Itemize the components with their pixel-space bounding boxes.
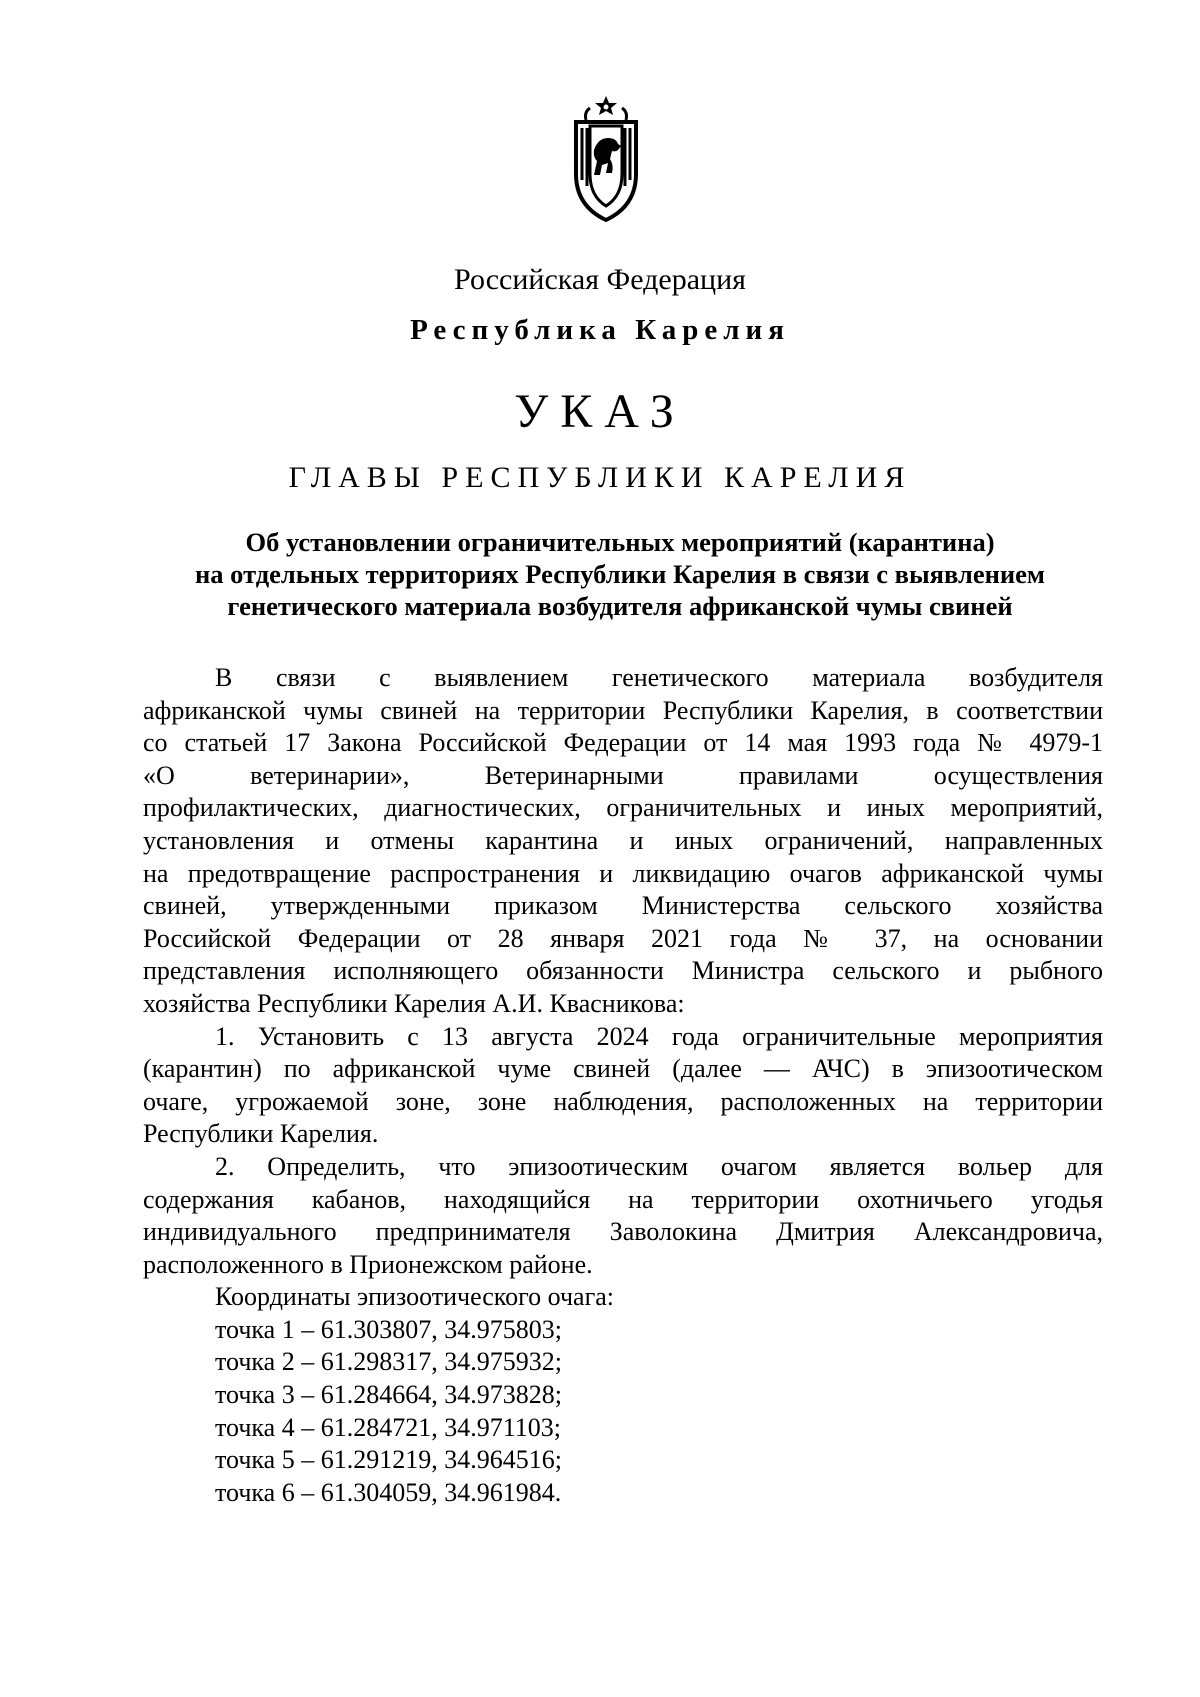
coordinate-point: точка 3 – 61.284664, 34.973828; (215, 1380, 562, 1410)
country-name: Российская Федерация (454, 263, 746, 296)
subject-line: на отдельных территориях Республики Карелия в связи с выявлением (195, 559, 1045, 589)
body-line: расположенного в Прионежском районе. (143, 1249, 593, 1279)
body-line: представления исполняющего обязанности Министра сельского и рыбного (143, 956, 1103, 986)
body-line: содержания кабанов, находящийся на территории охотничьего угодья (143, 1184, 1103, 1214)
body-line: африканской чумы свиней на территории Республики Карелия, в соответствии (143, 695, 1103, 725)
body-line: очаге, угрожаемой зоне, зоне наблюдения, расположенных на территории (143, 1086, 1103, 1116)
body-line: «О ветеринарии», Ветеринарными правилами осуществления (143, 760, 1103, 790)
body-line: свиней, утвержденными приказом Министерства сельского хозяйства (143, 891, 1103, 921)
republic-name: Республика Карелия (410, 314, 790, 346)
decree-subject (140, 526, 1100, 622)
body-line: Российской Федерации от 28 января 2021 года № 37, на основании (143, 923, 1103, 953)
body-line: на предотвращение распространения и ликвидацию очагов африканской чумы (143, 858, 1103, 888)
item-2-paragraph (143, 1151, 1103, 1281)
body-line: В связи с выявлением генетического материала возбудителя (215, 663, 1103, 692)
body-line: 2. Определить, что эпизоотическим очагом является вольер для (215, 1151, 1103, 1181)
body-line: (карантин) по африканской чуме свиней (далее — АЧС) в эпизоотическом (143, 1054, 1103, 1084)
coordinates-block (143, 1281, 1103, 1509)
body-line: индивидуального предпринимателя Заволокина Дмитрия Александровича, (143, 1217, 1103, 1247)
subject-line: генетического материала возбудителя африканской чумы свиней (227, 591, 1013, 621)
coordinate-point: точка 6 – 61.304059, 34.961984. (215, 1477, 562, 1507)
coat-of-arms-icon (568, 94, 644, 222)
coordinate-point: точка 5 – 61.291219, 34.964516; (215, 1445, 562, 1475)
subject-line: Об установлении ограничительных мероприятий (карантина) (245, 527, 995, 557)
decree-body (143, 662, 1103, 1509)
body-line: установления и отмены карантина и иных ограничений, направленных (143, 825, 1103, 855)
coordinates-title: Координаты эпизоотического очага: (215, 1282, 615, 1312)
coordinate-point: точка 1 – 61.303807, 34.975803; (215, 1314, 562, 1344)
coordinate-point: точка 4 – 61.284721, 34.971103; (215, 1412, 561, 1442)
body-line: Республики Карелия. (143, 1119, 379, 1149)
issuer-title: ГЛАВЫ РЕСПУБЛИКИ КАРЕЛИЯ (288, 461, 912, 494)
body-line: со статьей 17 Закона Российской Федерации от 14 мая 1993 года № 4979-1 (143, 728, 1103, 758)
body-line: профилактических, диагностических, ограничительных и иных мероприятий, (143, 793, 1103, 823)
coordinate-point: точка 2 – 61.298317, 34.975932; (215, 1347, 562, 1377)
preamble-paragraph (143, 662, 1103, 1021)
body-line: 1. Установить с 13 августа 2024 года ограничительные мероприятия (215, 1021, 1103, 1051)
document-type: УКАЗ (514, 385, 686, 438)
item-1-paragraph (143, 1021, 1103, 1151)
body-line: хозяйства Республики Карелия А.И. Квасникова: (143, 988, 685, 1018)
